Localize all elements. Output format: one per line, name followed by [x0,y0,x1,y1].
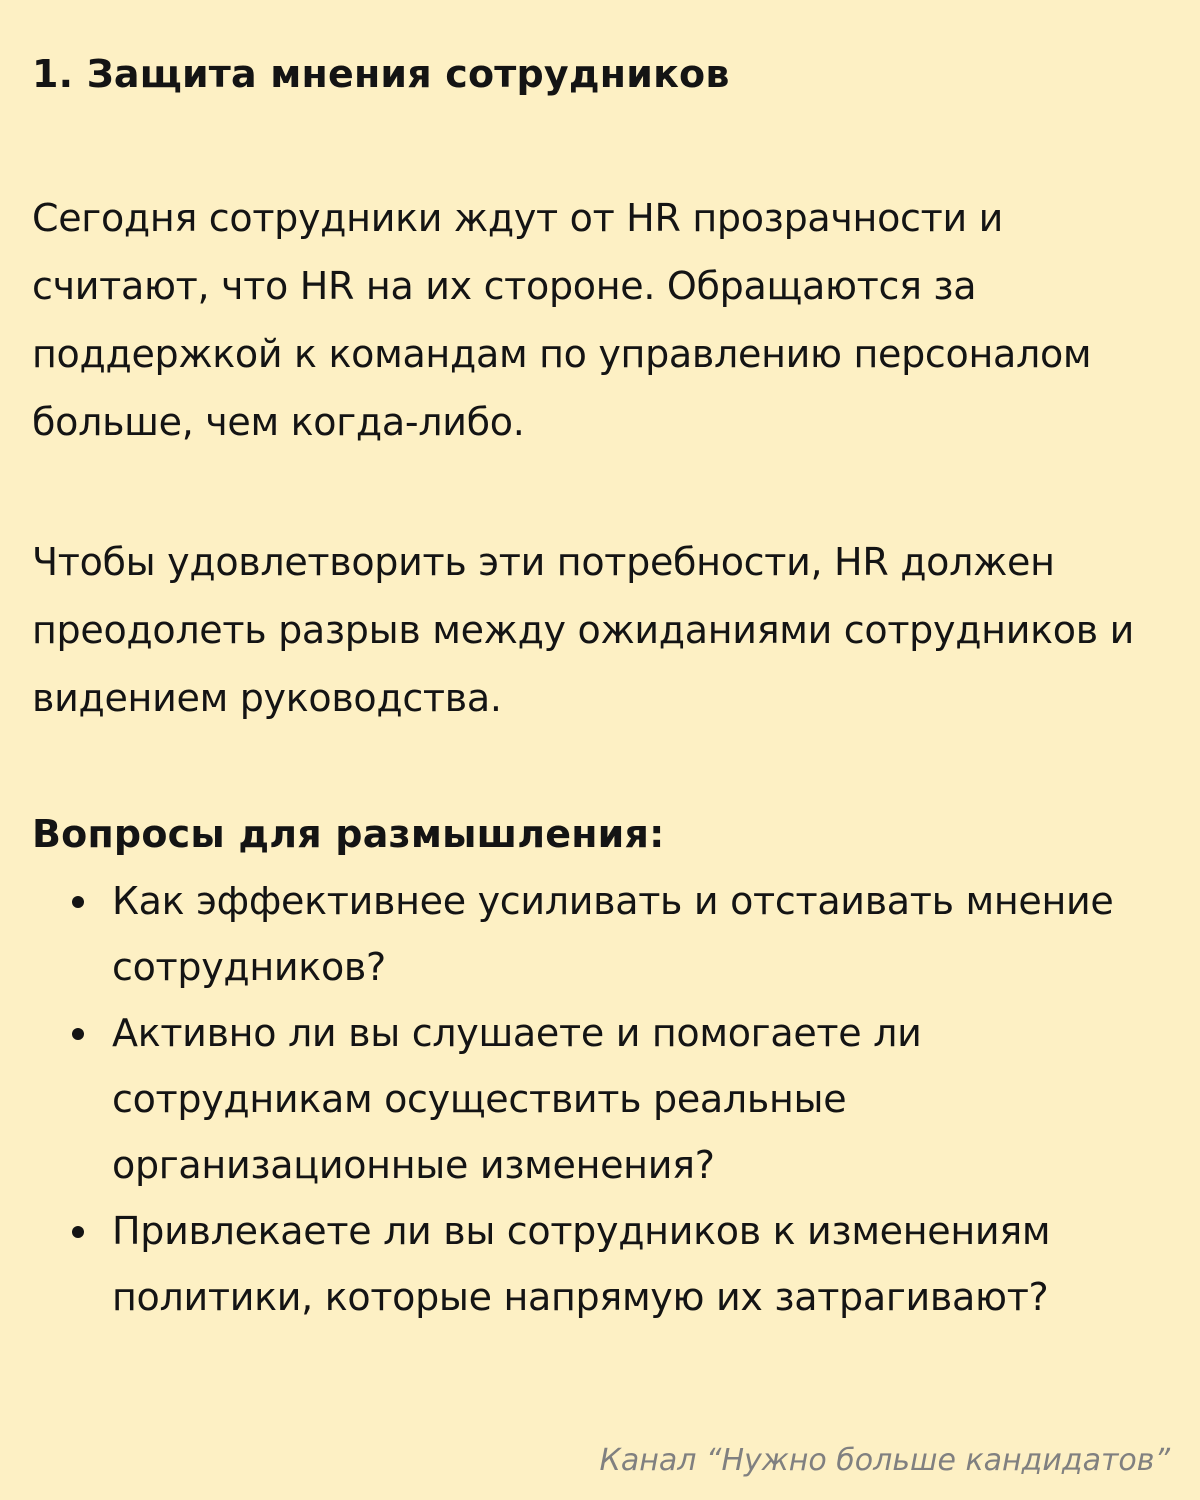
questions-heading: Вопросы для размышления: [32,812,665,856]
document-body [32,40,1168,1330]
requirement-paragraph: Чтобы удовлетворить эти потребности, HR должен преодолеть разрыв между ожиданиями сотрудников и видением руководства. [32,540,1134,720]
intro-paragraph: Сегодня сотрудники ждут от HR прозрачности и считают, что HR на их стороне. Обращаются за поддержкой к командам по управлению персоналом больше, чем когда-либо. [32,196,1092,444]
section-title: 1. Защита мнения сотрудников [32,52,730,96]
question-text: Активно ли вы слушаете и помогаете ли сотрудникам осуществить реальные организационные изменения? [112,1011,922,1187]
questions-list [32,868,1168,1330]
question-item [32,868,1168,1000]
bullet-icon [72,896,84,908]
bullet-icon [72,1028,84,1040]
question-item [32,1198,1168,1330]
bullet-icon [72,1226,84,1238]
question-item [32,1000,1168,1198]
question-text: Привлекаете ли вы сотрудников к изменениям политики, которые напрямую их затрагивают? [112,1209,1051,1319]
channel-signature: Канал “Нужно больше кандидатов” [599,1443,1170,1478]
question-text: Как эффективнее усиливать и отстаивать мнение сотрудников? [112,879,1114,989]
